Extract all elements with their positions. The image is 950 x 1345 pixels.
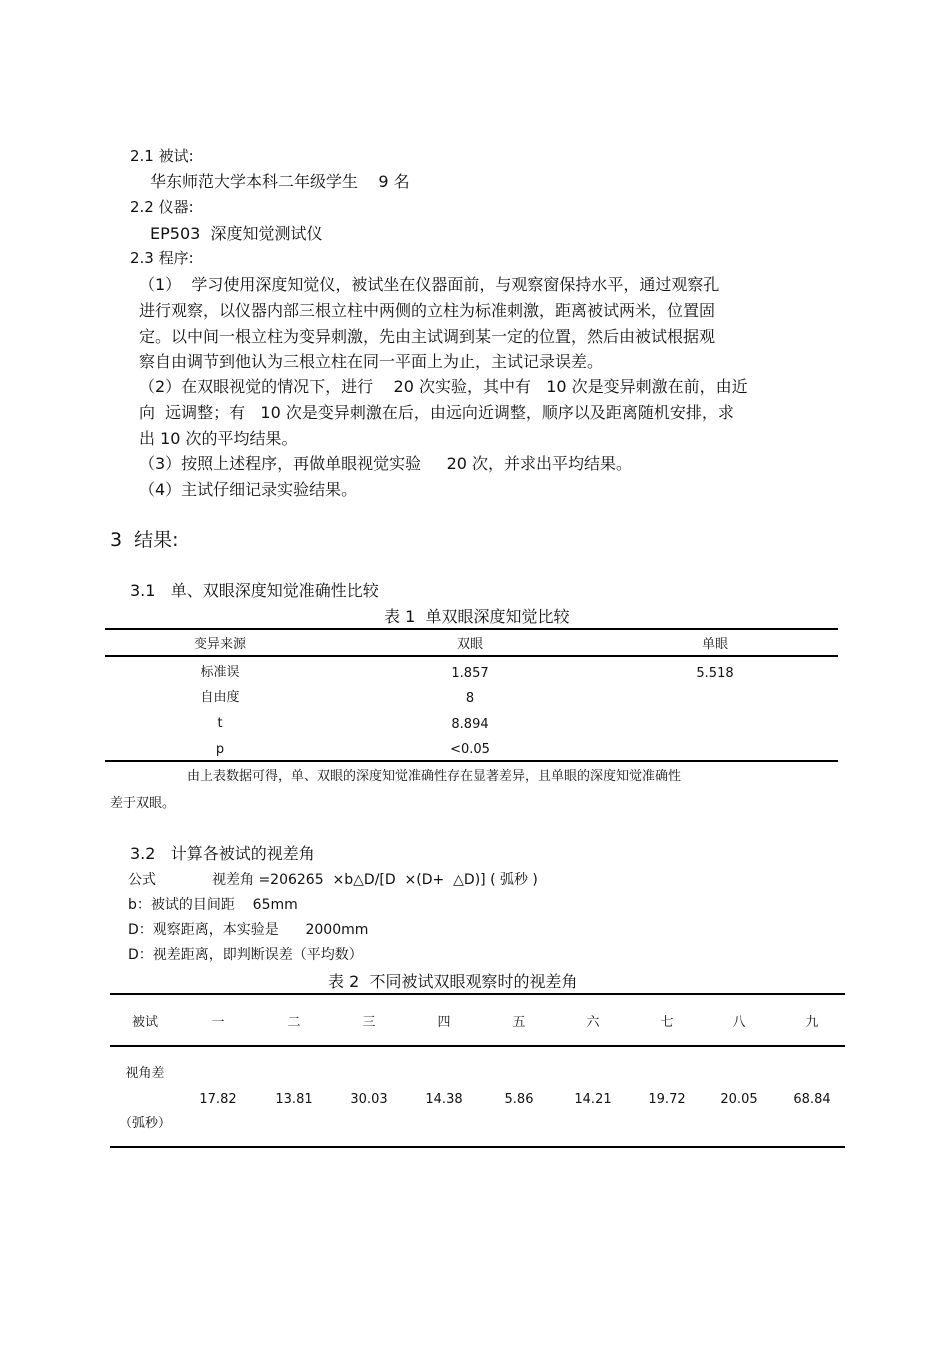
table-1-cell: 8 <box>465 691 475 706</box>
table-2-subject-5: 五 <box>512 1015 526 1030</box>
table-2-caption: 表 2 不同被试双眼观察时的视差角 <box>328 972 578 991</box>
procedure-2-line-3: 出 10 次的平均结果。 <box>139 429 298 448</box>
conclusion-line-1: 由上表数据可得，单、双眼的深度知觉准确性存在显著差异，且单眼的深度知觉准确性 <box>187 769 682 784</box>
table-2-value: 19.72 <box>648 1092 686 1107</box>
table-2-row-label: 视角差 <box>125 1066 165 1081</box>
table-1-cell: 1.857 <box>451 666 489 681</box>
table-2-value: 13.81 <box>275 1092 313 1107</box>
table-2-value: 14.21 <box>574 1092 612 1107</box>
section-2-1-text: 华东师范大学本科二年级学生 9 名 <box>150 172 410 191</box>
procedure-4: （4）主试仔细记录实验结果。 <box>139 480 358 499</box>
table-1-top-rule <box>105 628 838 630</box>
table-1-row-label: t <box>217 716 223 731</box>
procedure-1-line-3: 定。以中间一根立柱为变异刺激，先由主试调到某一定的位置，然后由被试根据观 <box>139 327 716 346</box>
table-2-subject-3: 三 <box>362 1015 376 1030</box>
table-2-subject-2: 二 <box>287 1015 301 1030</box>
table-1-header-source: 变异来源 <box>193 637 246 652</box>
formula: 视差角 =206265 ×b△D/[D ×(D+ △D)] ( 弧秒 ) <box>212 872 538 888</box>
table-2-subject-6: 六 <box>586 1015 600 1030</box>
procedure-1-line-2: 进行观察，以仪器内部三根立柱中两侧的立柱为标准刺激，距离被试两米，位置固 <box>139 301 716 320</box>
procedure-3: （3）按照上述程序，再做单眼视觉实验 20 次，并求出平均结果。 <box>139 454 633 473</box>
procedure-1-line-4: 察自由调节到他认为三根立柱在同一平面上为止，主试记录误差。 <box>139 352 604 371</box>
definition-b: b：被试的目间距 65mm <box>128 897 298 913</box>
conclusion-line-2: 差于双眼。 <box>110 796 176 811</box>
table-1-cell: <0.05 <box>450 742 490 757</box>
table-2-bottom-rule <box>110 1146 845 1148</box>
table-1-header-rule <box>105 655 838 657</box>
table-2-subject-4: 四 <box>437 1015 451 1030</box>
procedure-2-line-2: 向 远调整；有 10 次是变异刺激在后，由远向近调整，顺序以及距离随机安排，求 <box>139 403 734 422</box>
table-1-header-binocular: 双眼 <box>456 637 483 652</box>
table-1-caption: 表 1 单双眼深度知觉比较 <box>384 607 570 626</box>
table-1-header-monocular: 单眼 <box>701 637 728 652</box>
table-2-value: 20.05 <box>720 1092 758 1107</box>
procedure-2-line-1: （2）在双眼视觉的情况下，进行 20 次实验，其中有 10 次是变异刺激在前，由近 <box>139 377 748 396</box>
table-2-subject-7: 七 <box>660 1015 674 1030</box>
table-2-header-rule <box>110 1045 845 1047</box>
section-2-1-heading: 2.1 被试: <box>130 147 194 165</box>
table-2-row-unit: （弧秒） <box>118 1116 171 1131</box>
table-1-row-label: 标准误 <box>200 665 240 680</box>
table-2-subject-9: 九 <box>805 1015 819 1030</box>
table-2-value: 30.03 <box>350 1092 388 1107</box>
section-2-3-heading: 2.3 程序: <box>130 249 194 267</box>
table-1-bottom-rule <box>105 760 838 762</box>
section-3-heading: 3 结果: <box>110 529 179 551</box>
table-1-cell: 8.894 <box>451 717 489 732</box>
table-2-value: 68.84 <box>793 1092 831 1107</box>
section-2-2-heading: 2.2 仪器: <box>130 198 194 216</box>
table-1-cell: 5.518 <box>696 666 734 681</box>
procedure-1-line-1: （1） 学习使用深度知觉仪，被试坐在仪器面前，与观察窗保持水平，通过观察孔 <box>139 275 720 294</box>
table-2-value: 17.82 <box>199 1092 237 1107</box>
table-2-header-label: 被试 <box>131 1015 158 1030</box>
formula-label: 公式 <box>128 872 156 888</box>
section-2-2-text: EP503 深度知觉测试仪 <box>150 224 323 243</box>
table-2-subject-1: 一 <box>211 1015 225 1030</box>
table-2-subject-8: 八 <box>732 1015 746 1030</box>
section-3-2-heading: 3.2 计算各被试的视差角 <box>130 844 315 863</box>
section-3-1-heading: 3.1 单、双眼深度知觉准确性比较 <box>130 581 379 600</box>
table-2-value: 5.86 <box>504 1092 534 1107</box>
table-2-top-rule <box>110 993 845 995</box>
definition-delta-D: D：视差距离，即判断误差（平均数） <box>128 947 363 963</box>
definition-D: D：观察距离，本实验是 2000mm <box>128 922 369 938</box>
table-2-value: 14.38 <box>425 1092 463 1107</box>
table-1-row-label: p <box>215 742 225 757</box>
table-1-row-label: 自由度 <box>200 690 240 705</box>
